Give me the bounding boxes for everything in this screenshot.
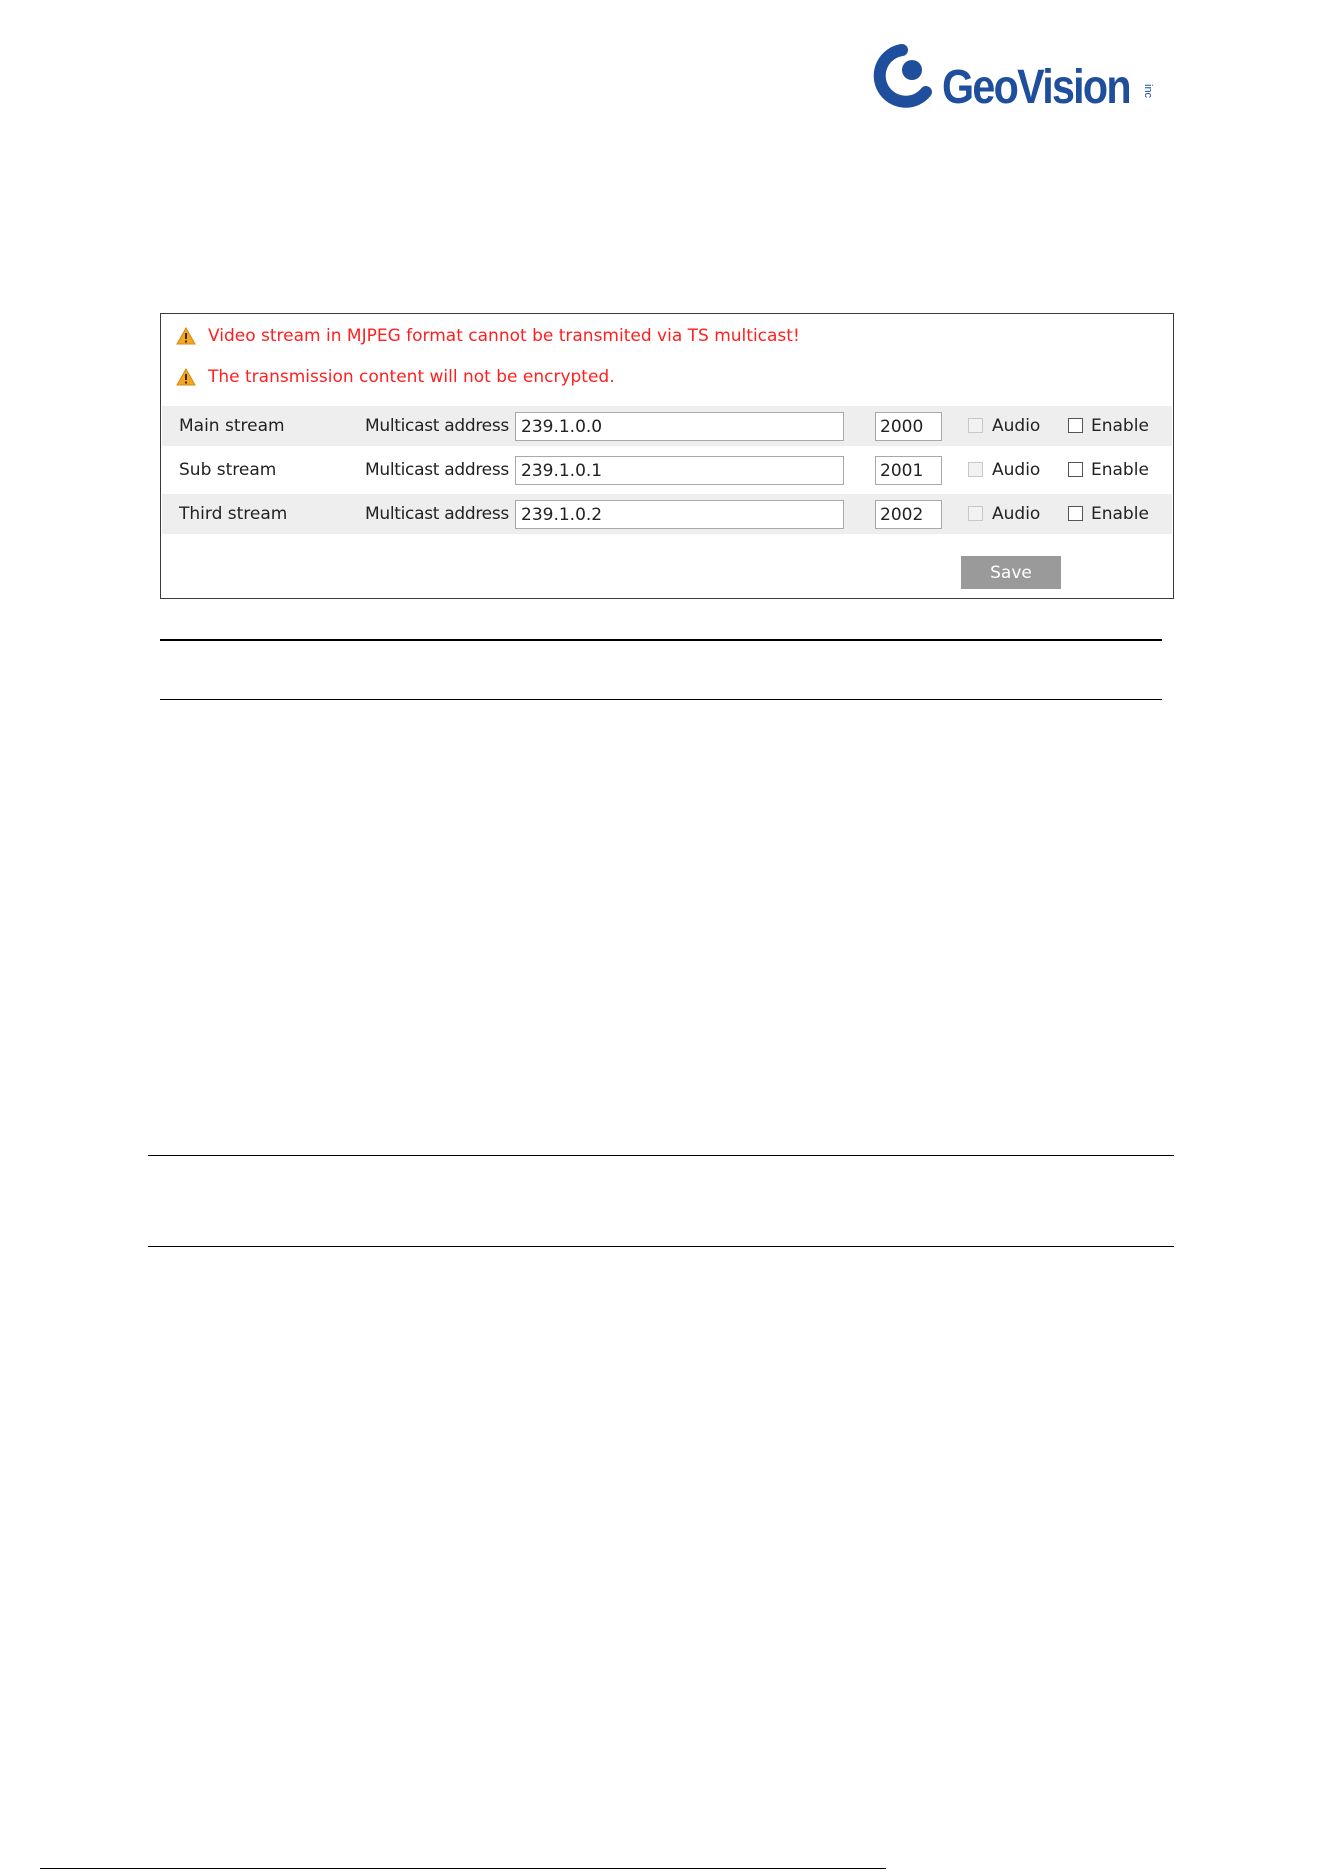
divider (160, 639, 1162, 641)
geovision-logo (872, 40, 1172, 120)
multicast-address-input[interactable] (515, 412, 844, 441)
audio-label: Audio (992, 460, 1041, 480)
enable-checkbox[interactable] (1068, 506, 1083, 521)
warning-icon (176, 327, 196, 345)
stream-row-third (162, 494, 1172, 534)
audio-label: Audio (992, 416, 1041, 436)
enable-checkbox[interactable] (1068, 462, 1083, 477)
multicast-address-label: Multicast address (365, 504, 509, 524)
warning-text: The transmission content will not be encrypted. (208, 367, 615, 387)
logo-mark-icon (872, 44, 932, 114)
multicast-address-label: Multicast address (365, 416, 509, 436)
divider (148, 1155, 1174, 1156)
audio-checkbox (968, 418, 983, 433)
divider (148, 1246, 1174, 1247)
multicast-settings-panel (160, 313, 1174, 599)
save-button[interactable]: Save (961, 556, 1061, 589)
footnote-divider (40, 1868, 886, 1869)
enable-checkbox[interactable] (1068, 418, 1083, 433)
stream-row-main (162, 406, 1172, 446)
warning-message (176, 365, 615, 389)
enable-label[interactable]: Enable (1091, 504, 1149, 524)
audio-label: Audio (992, 504, 1041, 524)
enable-label[interactable]: Enable (1091, 416, 1149, 436)
audio-checkbox (968, 462, 983, 477)
enable-label[interactable]: Enable (1091, 460, 1149, 480)
multicast-address-input[interactable] (515, 456, 844, 485)
multicast-address-label: Multicast address (365, 460, 509, 480)
multicast-address-input[interactable] (515, 500, 844, 529)
port-input[interactable] (875, 412, 942, 441)
stream-name: Sub stream (179, 460, 277, 480)
divider (160, 699, 1162, 700)
warning-text: Video stream in MJPEG format cannot be transmited via TS multicast! (208, 326, 800, 346)
logo-suffix: inc (1142, 84, 1154, 99)
audio-checkbox (968, 506, 983, 521)
port-input[interactable] (875, 456, 942, 485)
stream-row-sub (162, 450, 1172, 490)
stream-name: Third stream (179, 504, 288, 524)
stream-name: Main stream (179, 416, 285, 436)
warning-message (176, 324, 800, 348)
warning-icon (176, 368, 196, 386)
logo-wordmark: GeoVision (942, 61, 1130, 114)
port-input[interactable] (875, 500, 942, 529)
